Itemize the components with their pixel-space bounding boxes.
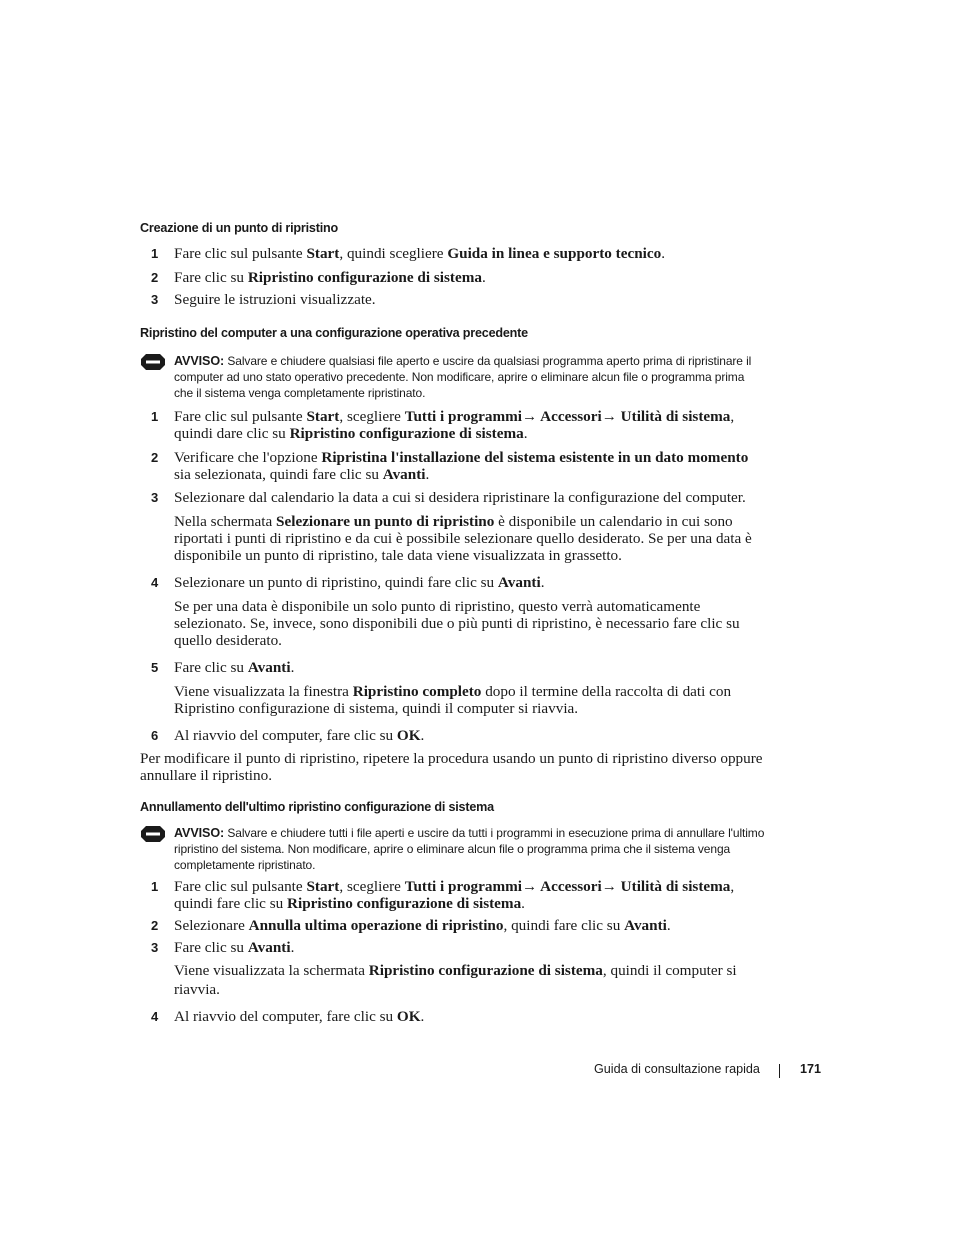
section-heading: Ripristino del computer a una configurazione operativa precedente xyxy=(140,326,528,340)
step-text: Al riavvio del computer, fare clic su xyxy=(174,727,397,744)
step-detail-paragraph xyxy=(174,961,766,999)
notice-text: Salvare e chiudere tutti i file aperti e uscire da tutti i programmi in esecuzione prima di annullare l'ultimo ripristino del sistema. Non modificare, aprire o eliminare alcun file o programma prima che il sistema venga completamente ripristinato. xyxy=(174,826,765,872)
footer-title: Guida di consultazione rapida xyxy=(594,1062,760,1076)
page-number: 171 xyxy=(800,1062,822,1076)
step-number: 3 xyxy=(151,940,159,955)
list-item xyxy=(140,449,765,483)
step-bold-text: Ripristino configurazione di sistema xyxy=(289,425,524,442)
step-bold-text: Avanti xyxy=(247,659,291,676)
step-number: 6 xyxy=(151,728,159,743)
step-bold-text: Ripristino configurazione di sistema xyxy=(247,269,482,286)
step-text: . xyxy=(521,895,525,912)
step-text: . xyxy=(666,917,671,934)
step-text: . xyxy=(481,269,486,286)
section-heading: Annullamento dell'ultimo ripristino configurazione di sistema xyxy=(140,800,494,814)
step-number: 2 xyxy=(151,450,159,465)
notice-block xyxy=(140,353,766,401)
list-item xyxy=(140,408,765,442)
step-number: 2 xyxy=(151,918,159,933)
step-number: 3 xyxy=(151,292,159,307)
paragraph-bold-text: Selezionare un punto di ripristino xyxy=(276,513,495,530)
step-bold-text: OK xyxy=(396,727,421,744)
step-text: Selezionare un punto di ripristino, quindi fare clic su xyxy=(174,574,498,591)
closing-paragraph: Per modificare il punto di ripristino, ripetere la procedura usando un punto di ripristino diverso oppure annullare il ripristino. xyxy=(140,750,763,784)
notice-icon xyxy=(140,825,166,843)
step-text: . xyxy=(425,466,430,483)
step-text: , scegliere xyxy=(339,408,405,425)
paragraph-text: dopo il termine della raccolta di dati con Ripristino configurazione di sistema, quindi il computer si riavvia. xyxy=(174,683,732,717)
list-item xyxy=(140,878,765,912)
step-text: . xyxy=(290,659,295,676)
step-number: 2 xyxy=(151,270,159,285)
list-item xyxy=(140,659,765,676)
step-number: 1 xyxy=(151,879,159,894)
step-number: 1 xyxy=(151,409,159,424)
step-bold-text: Start xyxy=(306,878,340,895)
step-text: . xyxy=(420,727,425,744)
list-item xyxy=(140,489,765,506)
paragraph-text: Viene visualizzata la schermata xyxy=(174,962,369,979)
step-text: , quindi fare clic su xyxy=(174,878,735,912)
step-bold-text: Tutti i programmi→ Accessori→ Utilità di sistema xyxy=(404,878,731,895)
list-item xyxy=(140,939,765,956)
step-text: sia selezionata, quindi fare clic su xyxy=(174,466,383,483)
list-item xyxy=(140,269,765,286)
step-text: . xyxy=(290,939,295,956)
step-text: . xyxy=(523,425,528,442)
step-bold-text: Guida in linea e supporto tecnico xyxy=(447,245,662,262)
step-text: , scegliere xyxy=(339,878,405,895)
step-text: Selezionare dal calendario la data a cui si desidera ripristinare la configurazione del computer. xyxy=(174,489,746,506)
paragraph-bold-text: Ripristino configurazione di sistema xyxy=(368,962,603,979)
list-item xyxy=(140,917,765,934)
notice-icon xyxy=(140,353,166,371)
notice-text: Salvare e chiudere qualsiasi file aperto e uscire da qualsiasi programma aperto prima di ripristinare il computer ad uno stato operativo precedente. Non modificare, aprire o eliminare alcun file o programma prima che il sistema venga completamente ripristinato. xyxy=(174,354,752,400)
list-item xyxy=(140,574,765,591)
step-text: , quindi dare clic su xyxy=(174,408,735,442)
step-text: . xyxy=(420,1008,425,1025)
list-item xyxy=(140,245,765,262)
step-bold-text: Avanti xyxy=(497,574,541,591)
paragraph-bold-text: Ripristino completo xyxy=(352,683,482,700)
step-bold-text: Annulla ultima operazione di ripristino xyxy=(248,917,504,934)
step-bold-text: Ripristina l'installazione del sistema esistente in un dato momento xyxy=(321,449,749,466)
step-number: 1 xyxy=(151,246,159,261)
step-number: 5 xyxy=(151,660,159,675)
paragraph-text: , quindi il computer si riavvia. xyxy=(174,962,737,998)
step-text: Fare clic su xyxy=(174,659,248,676)
notice-label: AVVISO: xyxy=(174,826,225,840)
step-bold-text: Avanti xyxy=(624,917,667,934)
notice-label: AVVISO: xyxy=(174,354,225,368)
step-text: Verificare che l'opzione xyxy=(174,449,322,466)
step-bold-text: Ripristino configurazione di sistema xyxy=(287,895,522,912)
list-item xyxy=(140,727,765,744)
step-text: Fare clic sul pulsante xyxy=(174,878,307,895)
step-text: , quindi fare clic su xyxy=(503,917,625,934)
paragraph-text: Viene visualizzata la finestra xyxy=(174,683,353,700)
paragraph-text: Nella schermata xyxy=(174,513,277,530)
footer-separator xyxy=(779,1064,780,1078)
step-text: Fare clic sul pulsante xyxy=(174,408,307,425)
step-detail-paragraph xyxy=(174,683,766,717)
list-item xyxy=(140,1008,765,1025)
notice-block xyxy=(140,825,766,873)
step-bold-text: Start xyxy=(306,245,340,262)
step-detail-paragraph xyxy=(174,513,766,564)
step-text: Fare clic su xyxy=(174,939,248,956)
step-detail-paragraph: Se per una data è disponibile un solo punto di ripristino, questo verrà automaticamente selezionato. Se, invece, sono disponibili due o più punti di ripristino, è necessario fare clic su quello desiderato. xyxy=(174,598,740,649)
list-item xyxy=(140,291,765,308)
paragraph-text: è disponibile un calendario in cui sono riportati i punti di ripristino e da cui è possibile selezionare quello desiderato. Se per una data è disponibile un punto di ripristino, tale data viene visualizzata in grassetto. xyxy=(174,513,752,564)
section-heading: Creazione di un punto di ripristino xyxy=(140,221,338,235)
step-text: . xyxy=(540,574,545,591)
step-number: 3 xyxy=(151,490,159,505)
step-bold-text: OK xyxy=(396,1008,421,1025)
step-text: . xyxy=(661,245,666,262)
step-text: Seguire le istruzioni visualizzate. xyxy=(174,291,376,308)
step-number: 4 xyxy=(151,1009,159,1024)
step-bold-text: Start xyxy=(306,408,340,425)
step-text: , quindi scegliere xyxy=(339,245,448,262)
step-text: Fare clic sul pulsante xyxy=(174,245,307,262)
step-text: Al riavvio del computer, fare clic su xyxy=(174,1008,397,1025)
step-text: Selezionare xyxy=(174,917,249,934)
step-bold-text: Avanti xyxy=(382,466,426,483)
step-text: Fare clic su xyxy=(174,269,248,286)
step-bold-text: Avanti xyxy=(247,939,291,956)
step-bold-text: Tutti i programmi→ Accessori→ Utilità di sistema xyxy=(404,408,731,425)
step-number: 4 xyxy=(151,575,159,590)
